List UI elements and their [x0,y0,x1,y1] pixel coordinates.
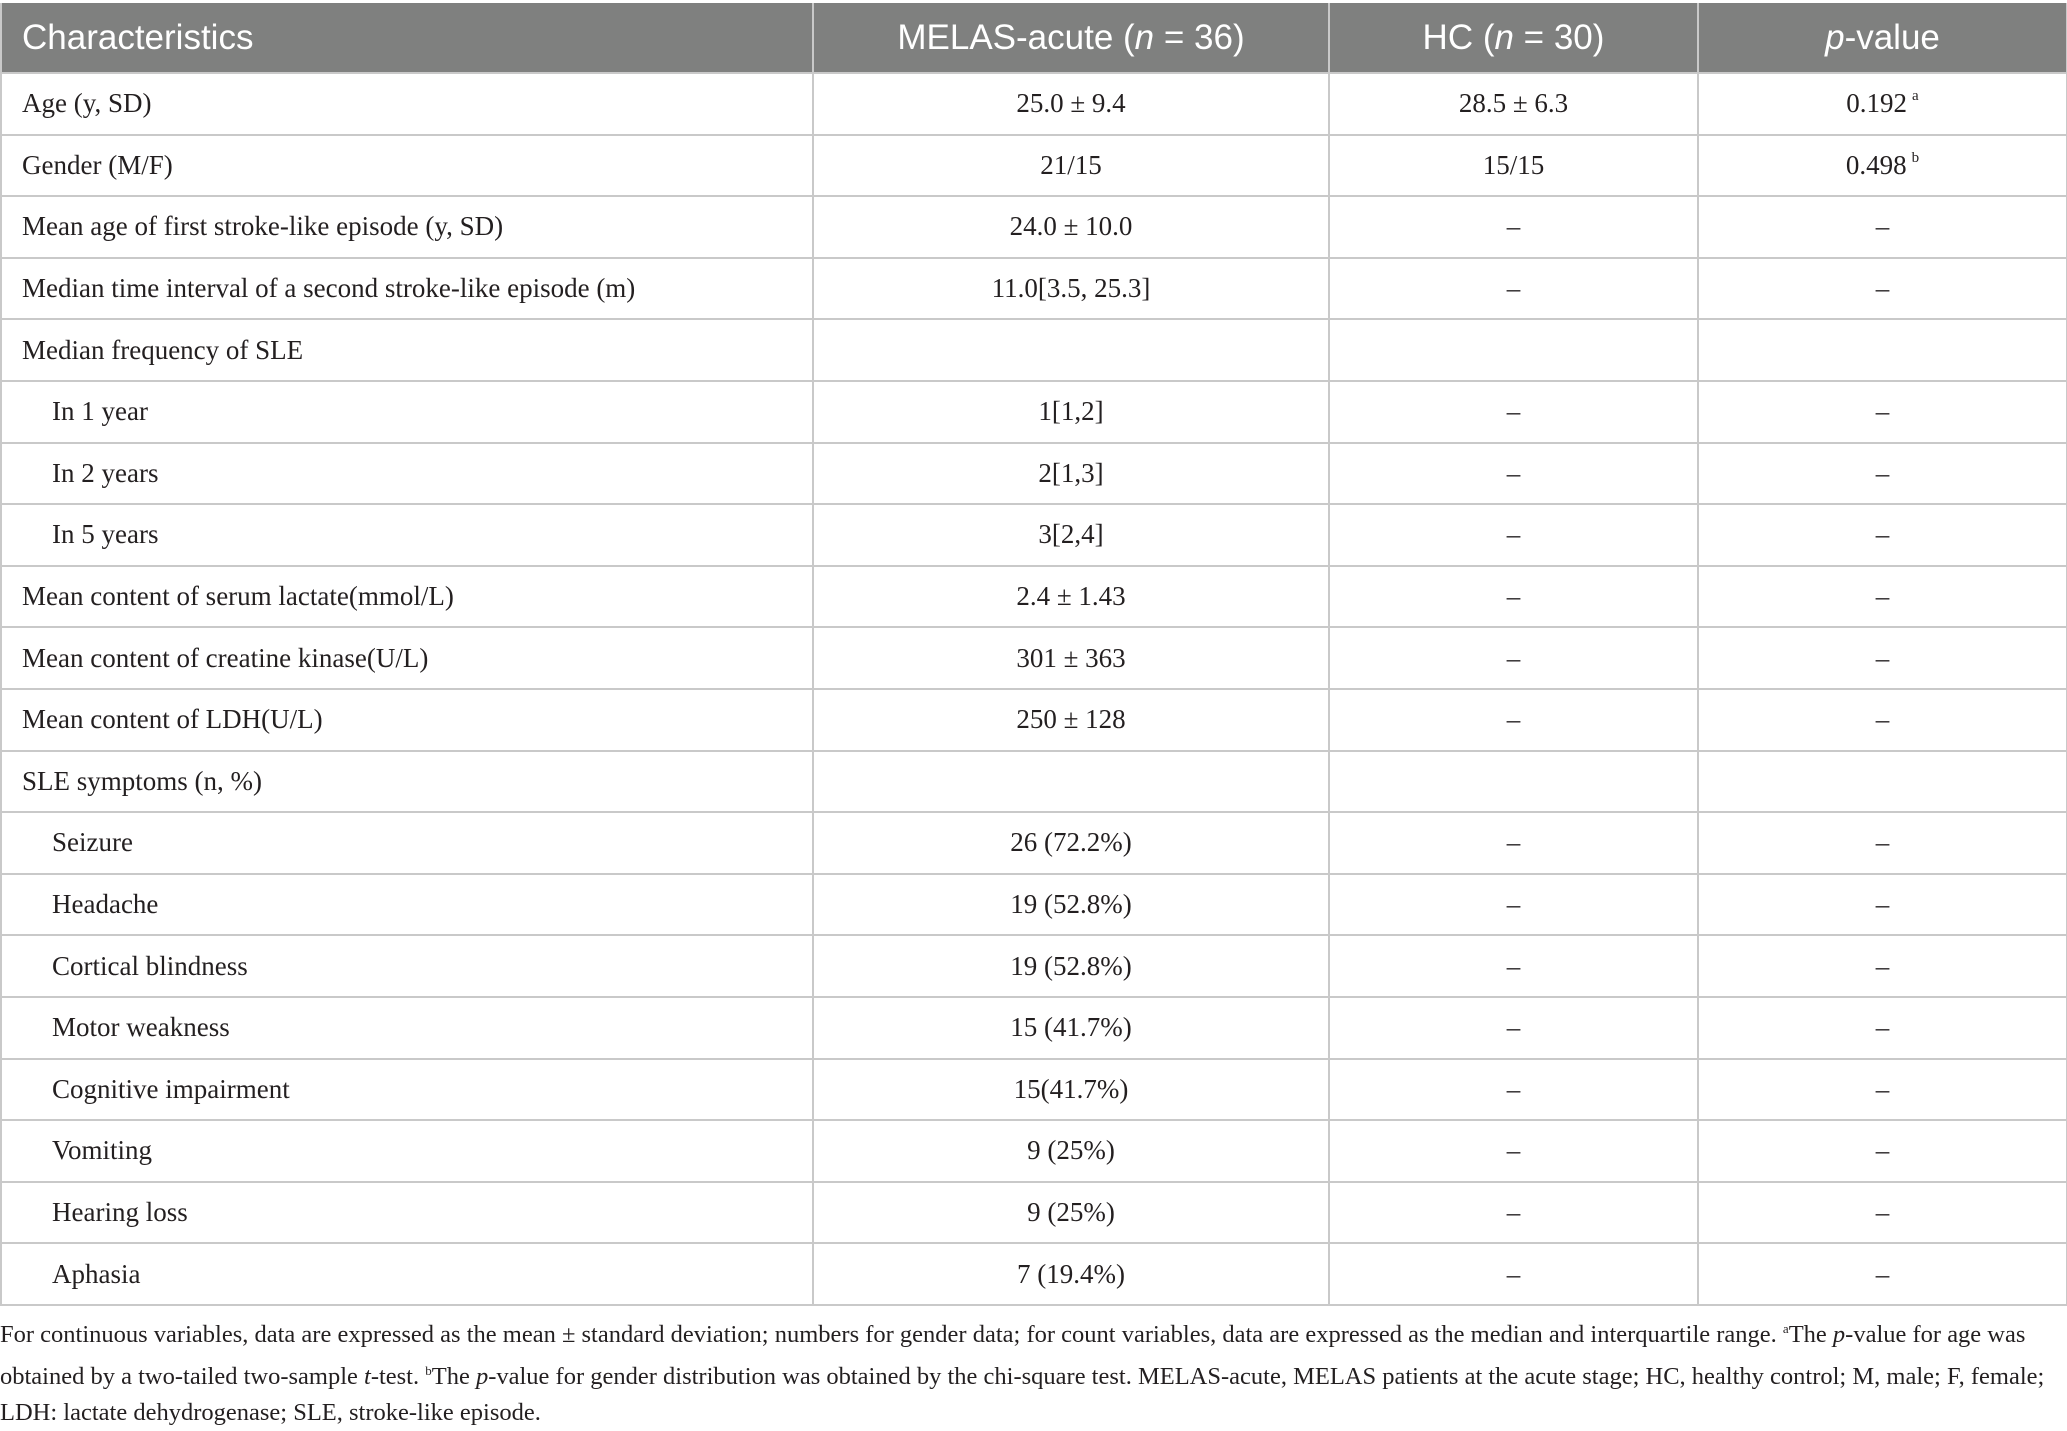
p-value-text: – [1875,211,1890,242]
row-label: Age (y, SD) [1,73,813,135]
row-label: Gender (M/F) [1,135,813,197]
p-value [1698,1182,2067,1244]
footnote-part1: For continuous variables, data are expressed as the mean ± standard deviation; numbers for gender data; for count variables, data are expressed as the median and interquartile range. [0,1321,1783,1348]
melas-value: 15 (41.7%) [813,997,1329,1059]
row-label: Median time interval of a second stroke-like episode (m) [1,258,813,320]
header-melas-suffix: = 36) [1154,17,1245,57]
hc-value: 28.5 ± 6.3 [1329,73,1698,135]
hc-value: – [1329,1059,1698,1121]
row-label: Motor weakness [1,997,813,1059]
row-label: Headache [1,874,813,936]
hc-value: – [1329,1182,1698,1244]
p-value-text: – [1875,581,1890,612]
row-label: Mean content of LDH(U/L) [1,689,813,751]
hc-value: – [1329,1120,1698,1182]
p-value-text: – [1875,1258,1890,1289]
row-label: Median frequency of SLE [1,319,813,381]
row-label: Seizure [1,812,813,874]
melas-value: 15(41.7%) [813,1059,1329,1121]
melas-value: 9 (25%) [813,1182,1329,1244]
p-value-text: – [1875,1196,1890,1227]
footnote-part5: The [431,1363,476,1390]
footnote-p1: p [1832,1321,1846,1348]
table-row [1,566,2067,628]
row-label: In 1 year [1,381,813,443]
hc-value: – [1329,196,1698,258]
melas-value [813,319,1329,381]
hc-value: – [1329,566,1698,628]
header-characteristics-text: Characteristics [22,17,254,57]
footnote-sup-b: b [425,1363,432,1378]
table-row [1,1182,2067,1244]
footnote-part4: -test. [370,1363,426,1390]
p-value-text: – [1875,519,1890,550]
p-value [1698,135,2067,197]
table-footnote [0,1311,2060,1431]
melas-value: 9 (25%) [813,1120,1329,1182]
melas-value: 1[1,2] [813,381,1329,443]
melas-value: 25.0 ± 9.4 [813,73,1329,135]
table-row [1,874,2067,936]
hc-value [1329,319,1698,381]
header-hc-suffix: = 30) [1513,17,1605,57]
row-label: In 5 years [1,504,813,566]
melas-value: 301 ± 363 [813,627,1329,689]
melas-value: 11.0[3.5, 25.3] [813,258,1329,320]
row-label: Mean content of creatine kinase(U/L) [1,627,813,689]
hc-value: – [1329,935,1698,997]
header-row [1,3,2067,73]
table-row [1,1059,2067,1121]
p-value-text: – [1875,642,1890,673]
p-value-text: – [1875,950,1890,981]
p-value [1698,504,2067,566]
hc-value: – [1329,443,1698,505]
row-label: Cortical blindness [1,935,813,997]
p-value [1698,258,2067,320]
footnote-sup-a: a [1782,1321,1789,1336]
p-value-text: – [1875,1012,1890,1043]
table-row [1,196,2067,258]
header-p: p [1825,17,1845,57]
table-row [1,73,2067,135]
p-value [1698,997,2067,1059]
p-value [1698,935,2067,997]
p-value [1698,73,2067,135]
hc-value: 15/15 [1329,135,1698,197]
p-value-footnote-marker: b [1911,149,1920,166]
hc-value: – [1329,812,1698,874]
table-row [1,935,2067,997]
p-value-footnote-marker: a [1912,88,1919,105]
p-value [1698,566,2067,628]
hc-value: – [1329,689,1698,751]
footnote-part3: -value for age was obtained by a two-tailed two-sample [0,1321,2026,1390]
hc-value: – [1329,627,1698,689]
p-value-text: – [1875,396,1890,427]
row-label: Mean content of serum lactate(mmol/L) [1,566,813,628]
p-value [1698,443,2067,505]
p-value [1698,1120,2067,1182]
p-value [1698,627,2067,689]
melas-value: 2[1,3] [813,443,1329,505]
footnote-t: t [364,1363,371,1390]
table-row [1,443,2067,505]
table-row [1,258,2067,320]
p-value [1698,1243,2067,1305]
p-value [1698,1059,2067,1121]
table-row [1,627,2067,689]
table-row [1,751,2067,813]
melas-value: 26 (72.2%) [813,812,1329,874]
p-value [1698,381,2067,443]
row-label: Vomiting [1,1120,813,1182]
p-value [1698,689,2067,751]
melas-value: 2.4 ± 1.43 [813,566,1329,628]
header-melas-acute [813,3,1329,73]
p-value-text: – [1875,273,1890,304]
p-value [1698,319,2067,381]
header-melas-prefix: MELAS-acute ( [897,17,1135,57]
header-hc-prefix: HC ( [1422,17,1495,57]
p-value-text: – [1875,827,1890,858]
row-label: Aphasia [1,1243,813,1305]
footnote-part2: The [1788,1321,1833,1348]
hc-value: – [1329,381,1698,443]
hc-value: – [1329,504,1698,566]
table-row [1,135,2067,197]
row-label: Mean age of first stroke-like episode (y, SD) [1,196,813,258]
row-label: In 2 years [1,443,813,505]
melas-value [813,751,1329,813]
table-body [1,73,2067,1305]
melas-value: 19 (52.8%) [813,935,1329,997]
header-p-value [1698,3,2067,73]
header-melas-n: n [1134,17,1155,57]
p-value-text: 0.192 [1846,88,1908,119]
p-value-text: 0.498 [1845,149,1907,180]
table-row [1,319,2067,381]
table-row [1,381,2067,443]
p-value-text: – [1875,889,1890,920]
table-row [1,504,2067,566]
melas-value: 24.0 ± 10.0 [813,196,1329,258]
melas-value: 19 (52.8%) [813,874,1329,936]
hc-value: – [1329,874,1698,936]
table-row [1,812,2067,874]
row-label: Hearing loss [1,1182,813,1244]
header-hc-n: n [1494,17,1514,57]
p-value [1698,874,2067,936]
p-value [1698,751,2067,813]
melas-value: 7 (19.4%) [813,1243,1329,1305]
melas-value: 250 ± 128 [813,689,1329,751]
p-value-text: – [1875,1073,1890,1104]
hc-value: – [1329,258,1698,320]
header-p-suffix: -value [1844,17,1940,57]
row-label: SLE symptoms (n, %) [1,751,813,813]
melas-value: 3[2,4] [813,504,1329,566]
p-value [1698,812,2067,874]
p-value [1698,196,2067,258]
p-value-text: – [1875,457,1890,488]
footnote-p2: p [475,1363,489,1390]
table-row [1,997,2067,1059]
hc-value: – [1329,997,1698,1059]
header-characteristics [1,3,813,73]
header-hc [1329,3,1698,73]
melas-value: 21/15 [813,135,1329,197]
p-value-text: – [1875,1135,1890,1166]
footnote-part6: -value for gender distribution was obtained by the chi-square test. MELAS-acute, MELAS patients at the acute stage; HC, healthy control; M, male; F, female; LDH: lactate dehydrogenase; SLE, stroke-like episode. [0,1363,2045,1426]
characteristics-table [0,3,2067,1306]
hc-value [1329,751,1698,813]
p-value-text: – [1875,704,1890,735]
table-row [1,1120,2067,1182]
row-label: Cognitive impairment [1,1059,813,1121]
hc-value: – [1329,1243,1698,1305]
table-row [1,689,2067,751]
table-row [1,1243,2067,1305]
